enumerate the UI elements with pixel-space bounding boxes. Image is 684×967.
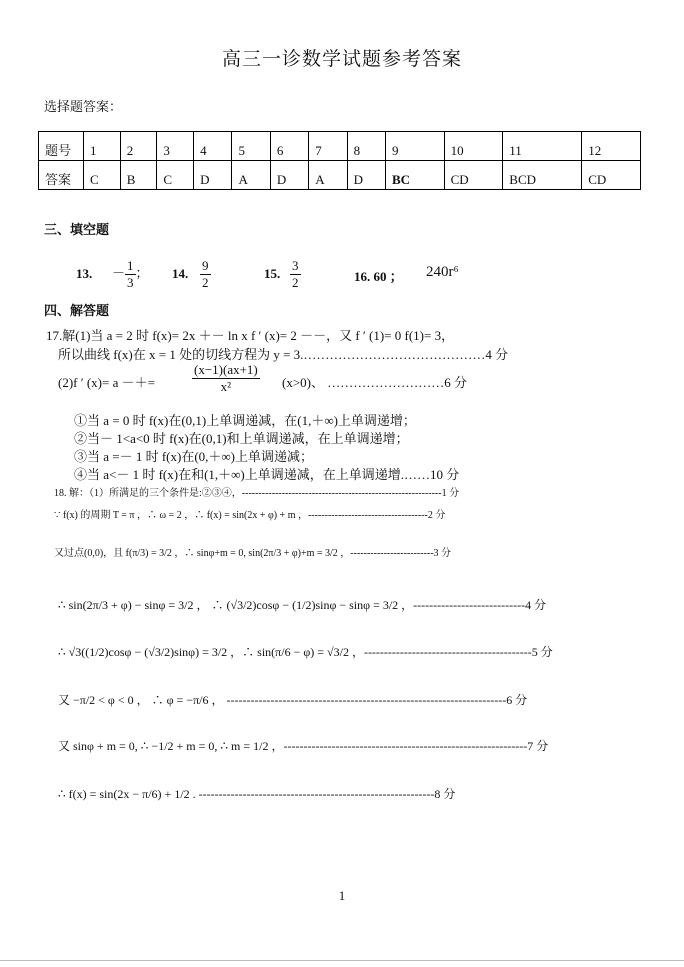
fill-heading: 三、填空题 [44, 223, 110, 238]
table-cell: 3 [157, 132, 194, 161]
page-bottom-divider [0, 960, 684, 961]
table-cell: 10 [444, 132, 503, 161]
q16-label [354, 266, 403, 285]
table-cell: BCD [503, 161, 582, 190]
table-cell: A [309, 161, 347, 190]
p17-case-2: ②当－ 1<a<0 时 f(x)在(0,1)和上单调递减，在上单调递增； [74, 431, 409, 446]
q13-numerator: 1 [127, 258, 134, 273]
p17-case-3: ③当 a =－ 1 时 f(x)在(0,＋∞)上单调递减； [74, 449, 314, 464]
table-cell: 8 [347, 132, 385, 161]
q15-denominator: 2 [292, 275, 299, 290]
table-cell: 7 [309, 132, 347, 161]
q14-denominator: 2 [202, 275, 209, 290]
table-cell: 12 [582, 132, 641, 161]
table-cell: 4 [194, 132, 232, 161]
table-cell: 9 [385, 132, 444, 161]
table-cell: D [194, 161, 232, 190]
q14-label: 14. [172, 266, 189, 281]
p17-case-4: ④当 a<－ 1 时 f(x)在和(1,＋∞)上单调递减，在上单调递增.……10 分 [74, 467, 460, 482]
table-cell: C [84, 161, 121, 190]
q13-denominator: 3 [127, 275, 134, 290]
p17-line-1: 17.解(1)当 a = 2 时 f(x)= 2x ＋－ ln x f ′ (x)= 2 －－，又 f ′ (1)= 0 f(1)= 3， [46, 328, 455, 343]
table-cell: 2 [120, 132, 157, 161]
p17-denominator: x² [220, 379, 232, 394]
p18-line-3: 又过点(0,0)，且 f(π/3) = 3/2 ，∴ sinφ+m = 0, sin(2π/3 + φ)+m = 3/2 ，-------------------------3 分 [54, 548, 452, 559]
p17-line-2: 所以曲线 f(x)在 x = 1 处的切线方程为 y = 3.……………………………………4 分 [58, 347, 509, 362]
table-cell: 1 [84, 132, 121, 161]
page-title: 高三一诊数学试题参考答案 [221, 48, 462, 70]
p17-case-1: ①当 a = 0 时 f(x)在(0,1)上单调递减，在(1,＋∞)上单调递增； [74, 413, 416, 428]
row-header-number: 题号 [39, 132, 84, 161]
p18-line-7: 又 sinφ + m = 0, ∴ −1/2 + m = 0, ∴ m = 1/2 ，-------------------------------------------------------------7 分 [58, 739, 549, 753]
q15-label: 15. [264, 266, 281, 281]
q15-answer [290, 258, 301, 291]
p18-line-1: 18. 解：（1）所满足的三个条件是:②③④，------------------------------------------------------------1 分 [54, 488, 460, 499]
table-cell: 11 [503, 132, 582, 161]
table-cell: CD [444, 161, 503, 190]
page-number: 1 [338, 888, 346, 903]
q16-extra: 240r⁶ [426, 264, 459, 280]
p18-line-5: ∴ √3((1/2)cosφ − (√3/2)sinφ) = 3/2 ，∴ sin(π/6 − φ) = √3/2 ，------------------------------------------5 分 [58, 645, 553, 659]
table-cell: A [232, 161, 270, 190]
table-row-numbers [39, 132, 641, 161]
p17-fraction [192, 362, 260, 395]
q13-label: 13. [76, 266, 93, 281]
p17-line-3b: (x>0)、 ………………………6 分 [282, 375, 467, 390]
choice-heading: 选择题答案： [44, 100, 123, 115]
solve-heading: 四、解答题 [44, 304, 110, 319]
q14-answer [200, 258, 211, 291]
q14-numerator: 9 [202, 258, 209, 273]
answer-table [38, 131, 641, 190]
table-cell: CD [582, 161, 641, 190]
p18-line-6: 又 −π/2 < φ < 0 ， ∴ φ = −π/6 ， ----------------------------------------------------------------------6 分 [58, 693, 528, 707]
table-cell: D [347, 161, 385, 190]
table-cell: 6 [270, 132, 308, 161]
p18-line-4: ∴ sin(2π/3 + φ) − sinφ = 3/2 ， ∴ (√3/2)cosφ − (1/2)sinφ − sinφ = 3/2 ，----------------------------4 分 [58, 598, 547, 612]
p17-line-3a: (2)f ′ (x)= a －＋= [58, 375, 155, 390]
q16-text: 16. 60 ； [354, 269, 403, 284]
q15-numerator: 3 [292, 258, 299, 273]
table-cell: BC [385, 161, 444, 190]
table-cell: D [270, 161, 308, 190]
q13-sign: － [112, 265, 126, 281]
table-cell: B [120, 161, 157, 190]
p18-line-8: ∴ f(x) = sin(2x − π/6) + 1/2 . -----------------------------------------------------------8 分 [58, 787, 456, 801]
table-cell: C [157, 161, 194, 190]
row-header-answer: 答案 [39, 161, 84, 190]
p17-numerator: (x−1)(ax+1) [194, 362, 258, 377]
p18-line-2: ∵ f(x) 的周期 T = π ，∴ ω = 2 ，∴ f(x) = sin(2x + φ) + m ，------------------------------------2 分 [54, 510, 446, 521]
q13-separator: ； [135, 265, 149, 281]
table-cell: 5 [232, 132, 270, 161]
q13-answer [112, 258, 149, 291]
table-row-answers [39, 161, 641, 190]
